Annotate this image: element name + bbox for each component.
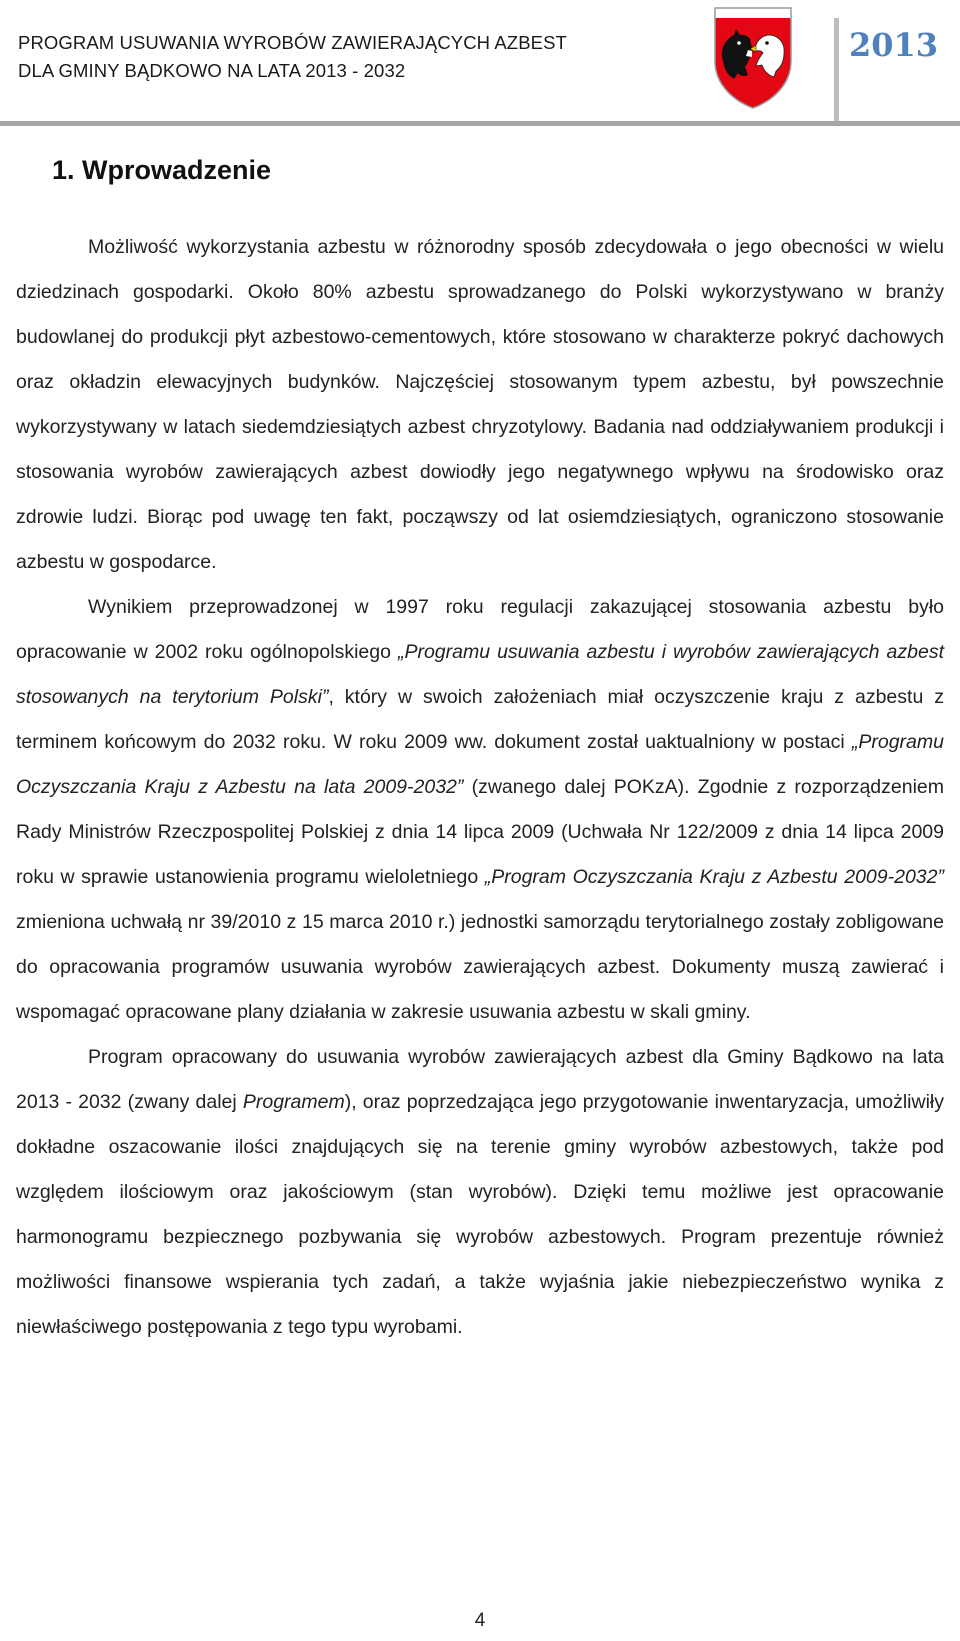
header-year: 2013 [849, 26, 939, 64]
italic-citation: „Programu Oczyszczania Kraju z Azbestu na lata 2009-2032” [16, 731, 944, 798]
paragraph-3 [16, 1035, 944, 1350]
text-segment: Możliwość wykorzystania azbestu w różnorodny sposób zdecydowała o jego obecności w wielu dziedzinach gospodarki. Około 80% azbestu sprowadzanego do Polski wykorzystywano w branży budowlanej do produkcji płyt azbestowo-cementowych, które stosowano w charakterze pokryć dachowych oraz okładzin elewacyjnych budynków. Najczęściej stosowanym typem azbestu, był powszechnie wykorzystywany w latach siedemdziesiątych azbest chryzotylowy. Badania nad oddziaływaniem produkcji i stosowania wyrobów zawierających azbest dowiodły jego negatywnego wpływu na środowisko oraz zdrowie ludzi. Biorąc pod uwagę ten fakt, począwszy od lat osiemdziesiątych, ograniczono stosowanie azbestu w gospodarce. [16, 236, 944, 573]
italic-citation: Programem [242, 1091, 345, 1113]
page-number: 4 [474, 1610, 486, 1631]
coat-of-arms-icon [712, 5, 794, 111]
section-heading: 1. Wprowadzenie [52, 155, 272, 185]
text-segment: , który w swoich założeniach miał oczyszczenie kraju z azbestu z terminem końcowym do 2032 roku. W roku 2009 ww. dokument został uaktualniony w postaci [16, 686, 944, 753]
document-title-line-2: DLA GMINY BĄDKOWO NA LATA 2013 - 2032 [18, 60, 406, 81]
italic-citation: „Programu usuwania azbestu i wyrobów zawierających azbest stosowanych na terytorium Polski” [16, 641, 944, 708]
document-title-line-1: PROGRAM USUWANIA WYROBÓW ZAWIERAJĄCYCH AZBEST [18, 32, 567, 53]
document-title [18, 29, 567, 85]
paragraph-2 [16, 585, 944, 1035]
italic-citation: „Program Oczyszczania Kraju z Azbestu 2009-2032” [484, 866, 944, 888]
text-segment: zmieniona uchwałą nr 39/2010 z 15 marca 2010 r.) jednostki samorządu terytorialnego zostały zobligowane do opracowania programów usuwania wyrobów zawierających azbest. Dokumenty muszą zawierać i wspomagać opracowane plany działania w zakresie usuwania azbestu w skali gminy. [16, 911, 944, 1023]
text-segment: Program opracowany do usuwania wyrobów zawierających azbest dla Gminy Bądkowo na lata 2013 - 2032 (zwany dalej [16, 1046, 944, 1113]
text-segment: Wynikiem przeprowadzonej w 1997 roku regulacji zakazującej stosowania azbestu było opracowanie w 2002 roku ogólnopolskiego [16, 596, 944, 663]
body-text [16, 225, 944, 1350]
page-header [0, 0, 960, 126]
text-segment: (zwanego dalej POKzA). Zgodnie z rozporządzeniem Rady Ministrów Rzeczpospolitej Polskiej z dnia 14 lipca 2009 (Uchwała Nr 122/2009 z dnia 14 lipca 2009 roku w sprawie ustanowienia programu wieloletniego [16, 776, 944, 888]
header-horizontal-rule [0, 121, 960, 126]
header-vertical-divider [834, 18, 839, 122]
paragraph-1 [16, 225, 944, 585]
text-segment: ), oraz poprzedzająca jego przygotowanie inwentaryzacja, umożliwiły dokładne oszacowanie ilości znajdujących się na terenie gminy wyrobów azbestowych, także pod względem ilościowym oraz jakościowym (stan wyrobów). Dzięki temu możliwe jest opracowanie harmonogramu bezpiecznego pozbywania się wyrobów azbestowych. Program prezentuje również możliwości finansowe wspierania tych zadań, a także wyjaśnia jakie niebezpieczeństwo wynika z niewłaściwego postępowania z tego typu wyrobami. [16, 1091, 944, 1338]
